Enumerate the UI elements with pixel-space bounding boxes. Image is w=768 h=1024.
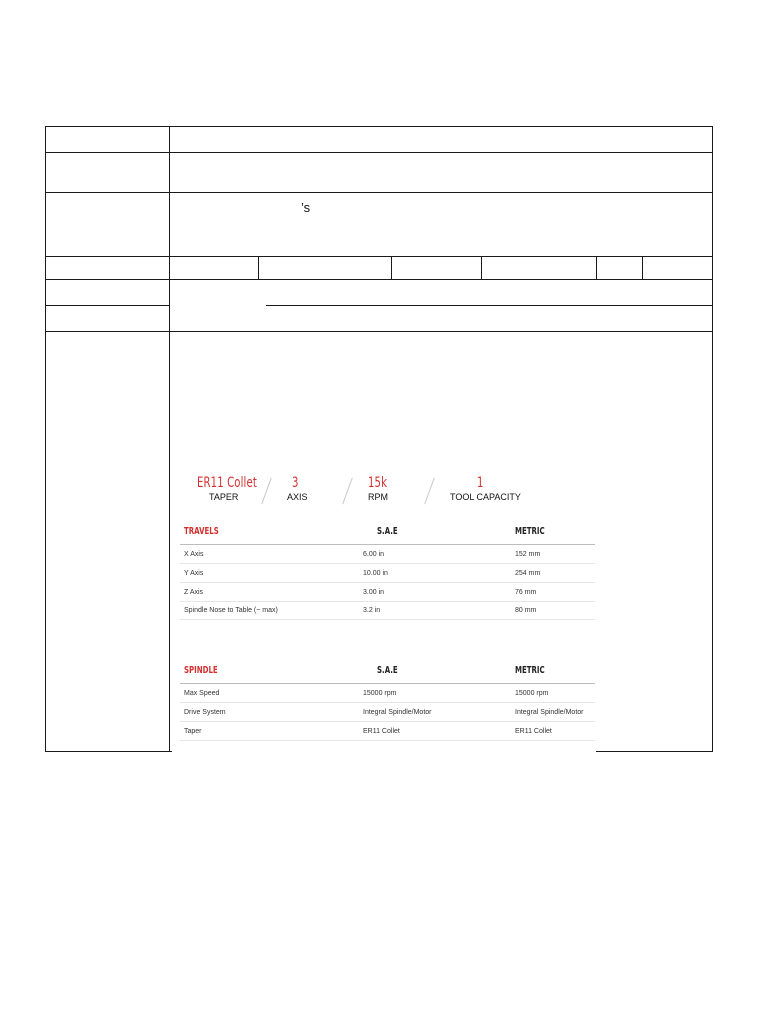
column-header-sae: S.A.E	[377, 665, 398, 676]
grid-line	[45, 192, 713, 193]
column-header-metric: METRIC	[515, 665, 545, 676]
cell-sae: Integral Spindle/Motor	[363, 709, 432, 716]
stat-rpm	[368, 475, 395, 502]
cell-sae: 10.00 in	[363, 570, 388, 577]
grid-line	[596, 256, 597, 279]
stat-value: 15k	[368, 475, 388, 491]
column-header-metric: METRIC	[515, 526, 545, 537]
column-header-sae: S.A.E	[377, 526, 398, 537]
spindle-header	[172, 665, 596, 681]
cell-sae: ER11 Collet	[363, 728, 400, 735]
table-row	[180, 684, 595, 703]
cell-metric: ER11 Collet	[515, 728, 552, 735]
text-fragment: ’s	[301, 200, 311, 215]
cell-name: Y Axis	[184, 570, 204, 577]
table-row	[180, 564, 595, 583]
cell-metric: 15000 rpm	[515, 690, 549, 697]
divider	[424, 478, 435, 505]
stat-value: 1	[477, 475, 484, 491]
cell-sae: 15000 rpm	[363, 690, 397, 697]
travels-header	[172, 526, 596, 542]
grid-line	[45, 126, 713, 127]
cell-metric: Integral Spindle/Motor	[515, 709, 584, 716]
stat-label: TOOL CAPACITY	[450, 492, 521, 502]
cell-sae: 6.00 in	[363, 551, 385, 558]
table-row	[180, 722, 595, 741]
cell-name: X Axis	[184, 551, 204, 558]
grid-line	[45, 279, 713, 280]
table-row	[180, 601, 595, 620]
stat-value: 3	[292, 475, 299, 491]
section-title: SPINDLE	[184, 665, 218, 676]
grid-line	[712, 126, 713, 752]
grid-line	[169, 126, 170, 752]
stat-value: ER11 Collet	[197, 475, 257, 491]
grid-line	[45, 152, 713, 153]
stat-label: AXIS	[287, 492, 308, 502]
table-row	[180, 703, 595, 722]
grid-line	[45, 126, 46, 752]
grid-line	[481, 256, 482, 279]
cell-name: Z Axis	[184, 589, 204, 596]
cell-name: Spindle Nose to Table (~ max)	[184, 607, 278, 614]
grid-line	[642, 256, 643, 279]
cell-sae: 3.00 in	[363, 589, 385, 596]
stat-tool-capacity	[450, 475, 521, 502]
grid-line	[45, 256, 713, 257]
spec-image	[172, 465, 596, 752]
grid-line	[258, 256, 259, 279]
stat-label: RPM	[368, 492, 388, 502]
cell-sae: 3.2 in	[363, 607, 381, 614]
table-row	[180, 583, 595, 602]
cell-metric: 80 mm	[515, 607, 537, 614]
grid-line	[45, 331, 713, 332]
cell-metric: 254 mm	[515, 570, 541, 577]
cell-metric: 152 mm	[515, 551, 541, 558]
section-title: TRAVELS	[184, 526, 219, 537]
cell-name: Taper	[184, 728, 202, 735]
cell-name: Max Speed	[184, 690, 220, 697]
stat-axis	[287, 475, 308, 502]
grid-line	[45, 305, 170, 306]
grid-line	[391, 256, 392, 279]
divider	[342, 478, 353, 505]
table-row	[180, 545, 595, 564]
cell-metric: 76 mm	[515, 589, 537, 596]
stat-label: TAPER	[209, 492, 239, 502]
cell-name: Drive System	[184, 709, 226, 716]
grid-line	[266, 305, 713, 306]
